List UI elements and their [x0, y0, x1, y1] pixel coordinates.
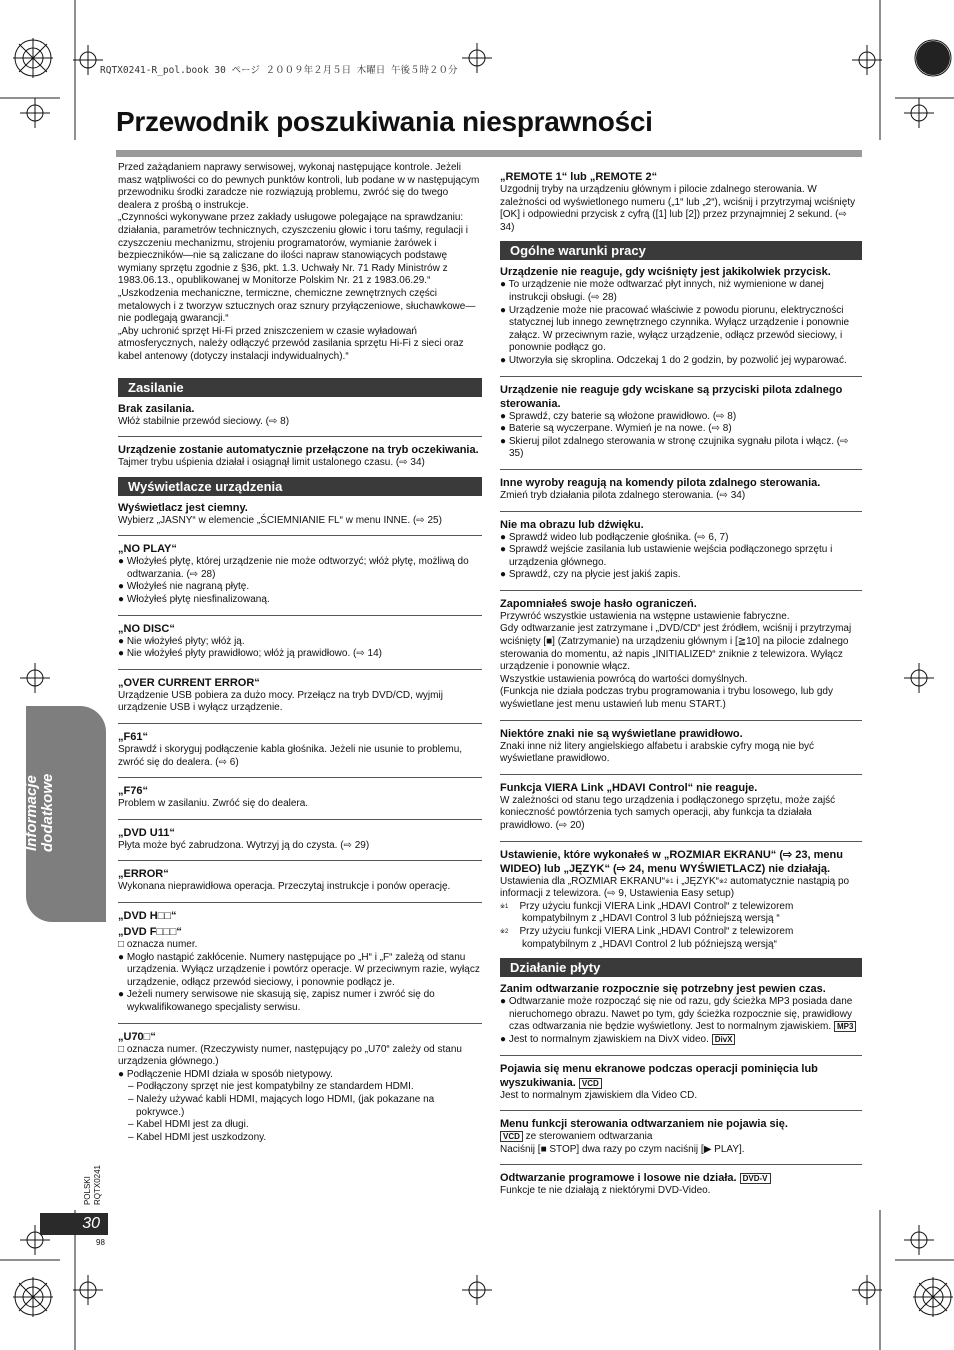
bullet-item: ● Jeżeli numery serwisowe nie skasują się, zapisz numer i zwróć się do wykwalifikowanego specjalisty serwisu.	[118, 989, 435, 1013]
intro-paragraph: „Aby uchronić sprzęt Hi-Fi przed zniszczeniem w czasie wyładowań atmosferycznych, należy odłączyć przewód zasilania sprzętu Hi-Fi z sieci oraz kabel antenowy (dotyczy instalacji indywidualnych).“	[118, 325, 464, 362]
item-text: Jest to normalnym zjawiskiem dla Video CD.	[500, 1089, 698, 1101]
bullet-item: ● Nie włożyłeś płyty; włóż ją.	[118, 635, 245, 647]
item-heading: „F76“	[118, 785, 148, 798]
bullet-item: ● Nie włożyłeś płyty prawidłowo; włóż ją prawidłowo. (⇨ 14)	[118, 648, 382, 660]
side-tab-label: Informacje dodatkowe	[23, 773, 56, 853]
divider	[500, 590, 862, 591]
item-text: Gdy odtwarzanie jest zatrzymane i „DVD/CD“ jest źródłem, wciśnij i przytrzymaj wciśnięty [■] (Zatrzymanie) na urządzeniu głównym i [≧10] na pilocie zdalnego sterowania do momentu, aż napis „INITIALIZED“ zniknie z telewizora. Wyłącz urządzenie i ponownie włącz.	[500, 623, 852, 673]
bullet-item: ● Włożyłeś nie nagraną płytę.	[118, 581, 250, 593]
divider	[118, 535, 482, 536]
bullet-item: ● Sprawdź wideo lub podłączenie głośnika. (⇨ 6, 7)	[500, 531, 729, 543]
page-title: Przewodnik poszukiwania niesprawności	[116, 106, 653, 137]
item-heading: Ustawienie, które wykonałeś w „ROZMIAR EKRANU“ (⇨ 23, menu WIDEO) lub „JĘZYK“ (⇨ 24, menu WYŚWIETLACZ) nie działają.	[500, 848, 843, 875]
divider	[118, 1023, 482, 1024]
divider	[118, 723, 482, 724]
dash-item: – Należy używać kabli HDMI, mających logo HDMI, (jak pokazane na pokrywce.)	[128, 1093, 435, 1118]
print-header-line: RQTX0241-R_pol.book 30 ページ ２００９年２月５日 木曜日 午後５時２０分	[100, 65, 458, 76]
divider	[500, 1164, 862, 1165]
divider	[500, 1055, 862, 1056]
divider	[118, 902, 482, 903]
item-text: Sprawdź i skoryguj podłączenie kabla głośnika. Jeżeli nie usunie to problemu, zwróć się do dealera. (⇨ 6)	[118, 744, 463, 768]
item-heading: Odtwarzanie programowe i losowe nie działa. DVD-V	[500, 1171, 862, 1185]
section-header-ogolne: Ogólne warunki pracy	[500, 241, 862, 260]
footnote-item: $^{※1}$ Przy użyciu funkcji VIERA Link „HDAVI Control“ z telewizorem kompatybilnym z „HDAVI Control 3 lub późniejszą wersją “	[500, 900, 794, 925]
item-text: Uzgodnij tryby na urządzeniu głównym i pilocie zdalnego sterowania. W zależności od wyświetlonego numeru („1“ lub „2“), wciśnij i przytrzymaj wciśnięty [OK] i odpowiedni przycisk z cyfrą ([1] lub [2]) przez przynajmniej 2 sekund. (⇨ 34)	[500, 184, 856, 233]
section-header-zasilanie: Zasilanie	[118, 378, 482, 397]
sub-page-number: 98	[96, 1238, 105, 1247]
item-text: Naciśnij [■ STOP] dwa razy po czym naciśnij [▶ PLAY].	[500, 1143, 745, 1155]
format-tag: VCD	[579, 1078, 602, 1089]
divider	[500, 469, 862, 470]
item-text: VCD ze sterowaniem odtwarzania	[500, 1131, 862, 1144]
item-heading: Pojawia się menu ekranowe podczas operacji pominięcia lub wyszukiwania. VCD	[500, 1062, 818, 1089]
bullet-item: ● Utworzyła się skroplina. Odczekaj 1 do 2 godzin, by pozwolić jej wyparować.	[500, 354, 847, 366]
item-heading: „OVER CURRENT ERROR“	[118, 676, 260, 689]
divider	[118, 860, 482, 861]
item-text: Zmień tryb działania pilota zdalnego sterowania. (⇨ 34)	[500, 489, 746, 501]
format-tag: VCD	[500, 1131, 523, 1142]
item-text: (Funkcja nie działa podczas trybu programowania i trybu losowego, lub gdy wyświetlane jest menu ustawień lub menu START.)	[500, 686, 833, 711]
item-text: Wszystkie ustawienia powrócą do wartości domyślnych.	[500, 673, 748, 685]
item-heading: „U70□“	[118, 1030, 156, 1043]
right-column	[500, 170, 862, 1198]
item-heading: „NO PLAY“	[118, 543, 177, 556]
bullet-item: ● Sprawdź, czy baterie są włożone prawidłowo. (⇨ 8)	[500, 410, 737, 422]
divider	[118, 669, 482, 670]
item-text: Tajmer trybu uśpienia działał i osiągnął limit ustalonego czasu. (⇨ 34)	[118, 457, 425, 469]
bullet-item: ● Włożyłeś płytę, której urządzenie nie może odtworzyć; włóż płytę, możliwą do odtwarzania. (⇨ 28)	[118, 556, 469, 580]
item-text: Płyta może być zabrudzona. Wytrzyj ją do czysta. (⇨ 29)	[118, 839, 370, 851]
divider	[500, 841, 862, 842]
format-tag: MP3	[834, 1021, 856, 1032]
intro-paragraph: Przed zażądaniem naprawy serwisowej, wykonaj następujące kontrole. Jeżeli masz wątpliwości co do pewnych punktów kontroli, lub podane w w następującym przewodniku środki zaradcze nie rozwiązują problemu, zwróć się do twego dealera z prośbą o instrukcje.	[118, 162, 480, 211]
item-heading: Zapomniałeś swoje hasło ograniczeń.	[500, 597, 697, 610]
bullet-item: ● Urządzenie może nie pracować właściwie z powodu piorunu, elektryczności statycznej lub innego zewnętrznego czynnika. Wyłącz urządzenie i ponownie załącz. W przeciwnym razie, wyłącz urządzenie, odłącz przewód sieciowy, i ponownie podłącz go.	[500, 304, 850, 354]
item-heading: „DVD U11“	[118, 826, 175, 839]
section-header-wyswietlacze: Wyświetlacze urządzenia	[118, 477, 482, 496]
bullet-item: ● Sprawdź, czy na płycie jest jakiś zapis.	[500, 569, 681, 581]
item-heading: Wyświetlacz jest ciemny.	[118, 501, 248, 514]
item-heading: Brak zasilania.	[118, 402, 195, 415]
bullet-item: ● Jest to normalnym zjawiskiem na DivX video. DivX	[500, 1034, 862, 1047]
item-text: Włóż stabilnie przewód sieciowy. (⇨ 8)	[118, 415, 290, 427]
bullet-item: ● Odtwarzanie może rozpocząć się nie od razu, gdy ścieżka MP3 posiada dane nieruchomego obrazu. Nawet po tym, gdy ścieżka rozpocznie się, prawidłowy czas odtwarzania nie będzie wyświetlony. Jest to normalnym zjawiskiem. MP3	[500, 996, 862, 1034]
item-heading: „REMOTE 1“ lub „REMOTE 2“	[500, 171, 658, 183]
bullet-item: ● To urządzenie nie może odtwarzać płyt innych, niż wymienione w danej instrukcji obsługi. (⇨ 28)	[500, 279, 824, 303]
item-text: □ oznacza numer.	[118, 939, 198, 950]
left-column	[118, 162, 482, 1144]
item-heading: Urządzenie zostanie automatycznie przełączone na tryb oczekiwania.	[118, 444, 479, 457]
bullet-item: ● Sprawdź wejście zasilania lub ustawienie wejścia podłączonego sprzętu i urządzenia głównego.	[500, 544, 833, 568]
bullet-item: ● Mogło nastąpić zakłócenie. Numery następujące po „H“ i „F“ zależą od stanu urządzenia. Wyłącz urządzenie i powtórz operacje. W przeciwnym razie, wyłącz urządzenie, odłącz przewód sieciowy, i ponownie podłącz je.	[118, 951, 480, 988]
item-text: Wybierz „JASNY“ w elemencie „ŚCIEMNIANIE FL“ w menu INNE. (⇨ 25)	[118, 514, 442, 526]
divider	[500, 511, 862, 512]
item-text: Funkcje te nie działają z niektórymi DVD-Video.	[500, 1185, 711, 1197]
footer-language-model: POLSKI RQTX0241	[83, 1165, 102, 1206]
divider	[500, 376, 862, 377]
divider	[500, 1110, 862, 1111]
divider	[500, 720, 862, 721]
divider	[500, 774, 862, 775]
divider	[118, 436, 482, 437]
dash-item: – Kabel HDMI jest za długi.	[128, 1119, 249, 1131]
intro-paragraph: „Czynności wykonywane przez zakłady usługowe polegające na sprawdzaniu: działania, parametrów technicznych, czyszczeniu głowic i toru taśmy, regulacji i czyszczeniu mechanizmu, strojeniu programatorów, wymianie żarówek i bezpieczników—nie są zaliczane do ilości napraw stanowiących podstawę wymiany sprzętu zgodnie z §36, pkt. 1.3. Uchwały Nr. 71 Rady Ministrów z 1983.06.13., opublikowanej w Monitorze Polskim Nr. 21 z 1983.06.29.“	[118, 212, 468, 287]
section-header-dzialanie: Działanie płyty	[500, 958, 862, 977]
title-rule	[116, 150, 862, 157]
item-heading: „DVD H□□“	[118, 910, 177, 922]
item-text: Problem w zasilaniu. Zwróć się do dealera.	[118, 798, 309, 810]
divider	[118, 819, 482, 820]
intro-paragraph: „Uszkodzenia mechaniczne, termiczne, chemiczne zewnętrznych części metalowych i z tworzyw sztucznych oraz sznury przyłączeniowe, słuchawkowe—nie podlegają gwarancji.“	[118, 287, 476, 325]
item-text: W zależności od stanu tego urządzenia i podłączonego sprzętu, może zajść konieczność powtórzenia tych samych operacji, aby funkcja ta działała prawidłowo. (⇨ 20)	[500, 794, 836, 831]
item-text: Ustawienia dla „ROZMIAR EKRANU“$^{※1}$ i „JĘZYK“$^{※2}$ automatycznie nastąpią po informacji z telewizora. (⇨ 9, Ustawienia Easy setup)	[500, 875, 850, 900]
item-heading: Menu funkcji sterowania odtwarzaniem nie pojawia się.	[500, 1118, 788, 1131]
item-text: Przywróć wszystkie ustawienia na wstępne ustawienie fabryczne.	[500, 610, 790, 622]
item-heading: Inne wyroby reagują na komendy pilota zdalnego sterowania.	[500, 476, 821, 489]
item-heading: Urządzenie nie reaguje, gdy wciśnięty jest jakikolwiek przycisk.	[500, 266, 831, 279]
page-number: 30	[40, 1213, 108, 1235]
item-heading: Zanim odtwarzanie rozpocznie się potrzebny jest pewien czas.	[500, 983, 826, 996]
item-heading: Niektóre znaki nie są wyświetlane prawidłowo.	[500, 727, 743, 740]
item-heading: „F61“	[118, 731, 148, 744]
item-text: Znaki inne niż litery angielskiego alfabetu i arabskie cyfry mogą nie być wyświetlane prawidłowo.	[500, 740, 815, 765]
dash-item: – Kabel HDMI jest uszkodzony.	[128, 1131, 267, 1143]
format-tag: DVD-V	[740, 1173, 771, 1184]
dash-item: – Podłączony sprzęt nie jest kompatybilny ze standardem HDMI.	[128, 1081, 414, 1093]
divider	[118, 615, 482, 616]
item-text: Urządzenie USB pobiera za dużo mocy. Przełącz na tryb DVD/CD, wyjmij urządzenie USB i wyłącz urządzenie.	[118, 689, 443, 714]
item-text: □ oznacza numer. (Rzeczywisty numer, następujący po „U70“ zależy od stanu urządzenia głównego.)	[118, 1043, 462, 1068]
item-heading: „NO DISC“	[118, 622, 175, 635]
bullet-item: ● Podłączenie HDMI działa w sposób nietypowy.	[118, 1068, 333, 1080]
item-text: Wykonana nieprawidłowa operacja. Przeczytaj instrukcje i ponów operację.	[118, 881, 451, 893]
item-heading: Nie ma obrazu lub dźwięku.	[500, 518, 644, 531]
item-heading: „ERROR“	[118, 868, 169, 881]
bullet-item: ● Skieruj pilot zdalnego sterowania w stronę czujnika sygnału pilota i włącz. (⇨ 35)	[500, 435, 849, 460]
item-heading: Funkcja VIERA Link „HDAVI Control“ nie reaguje.	[500, 781, 758, 794]
bullet-item: ● Włożyłeś płytę niesfinalizowaną.	[118, 594, 270, 606]
format-tag: DivX	[712, 1034, 736, 1045]
item-heading: Urządzenie nie reaguje gdy wciskane są przyciski pilota zdalnego sterowania.	[500, 383, 843, 410]
bullet-item: ● Baterie są wyczerpane. Wymień je na nowe. (⇨ 8)	[500, 423, 732, 435]
item-heading: „DVD F□□□“	[118, 926, 182, 938]
footnote-item: $^{※2}$ Przy użyciu funkcji VIERA Link „HDAVI Control“ z telewizorem kompatybilnym z „HDAVI Control 2 lub późniejszą wersją“	[500, 925, 794, 950]
divider	[118, 777, 482, 778]
